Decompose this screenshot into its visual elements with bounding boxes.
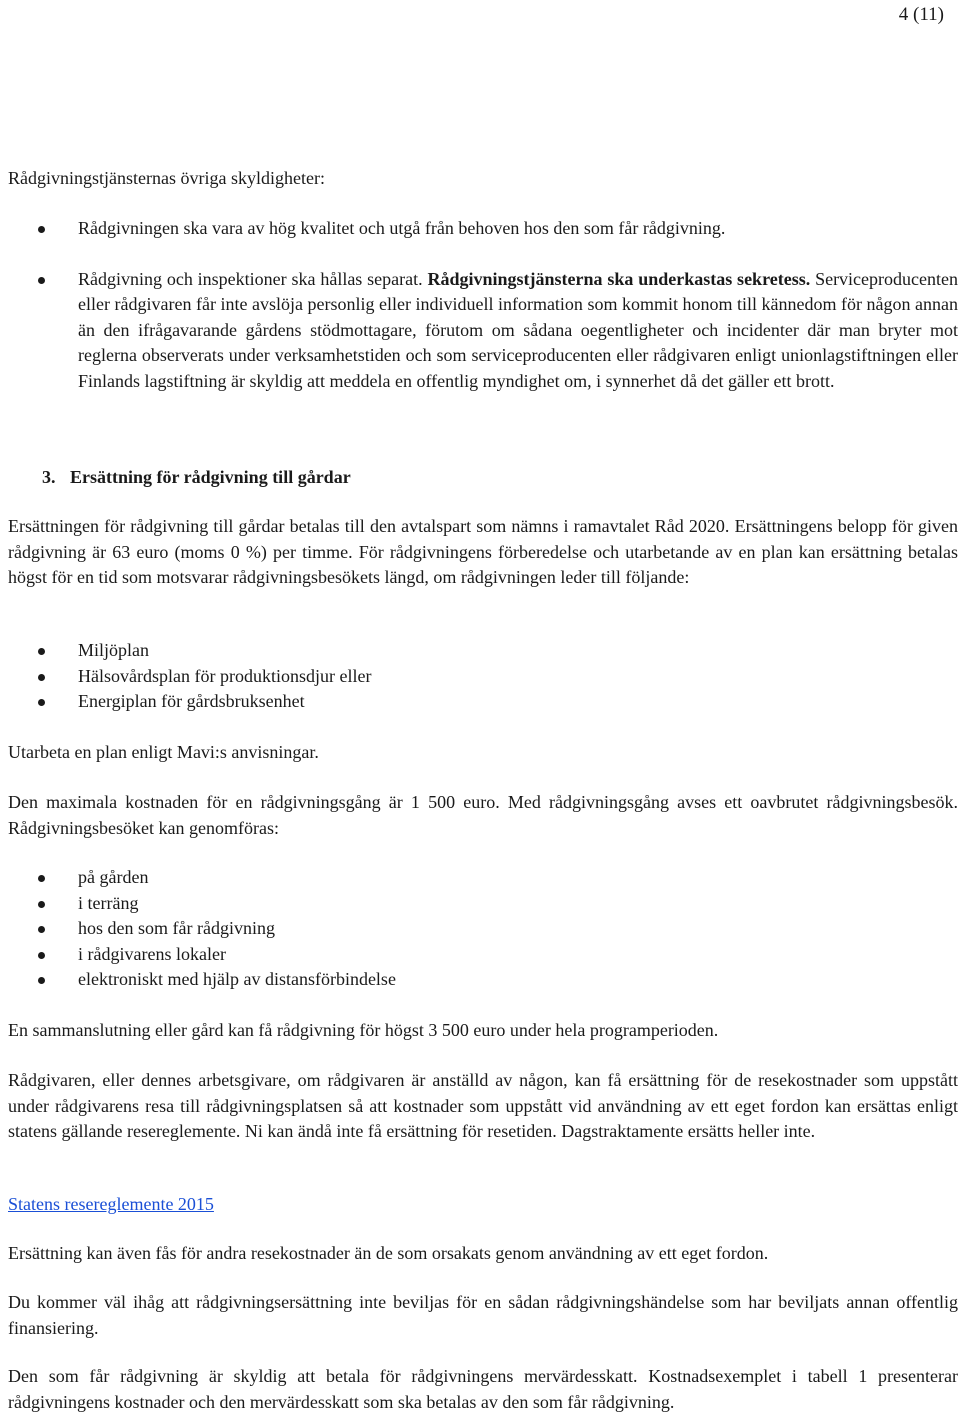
duty-bold-text: Rådgivningstjänsterna ska underkastas sekretess. bbox=[427, 268, 811, 289]
resereglemente-link[interactable]: Statens resereglemente 2015 bbox=[8, 1194, 214, 1214]
list-item bbox=[0, 638, 958, 664]
list-item-text: i rådgivarens lokaler bbox=[78, 943, 226, 964]
list-item-text: i terräng bbox=[78, 892, 139, 913]
list-item-text: Energiplan för gårdsbruksenhet bbox=[78, 691, 305, 711]
bullet-icon bbox=[38, 226, 45, 233]
bullet-icon bbox=[38, 699, 45, 706]
bullet-icon bbox=[38, 901, 45, 908]
list-item bbox=[0, 891, 958, 917]
plans-list bbox=[0, 638, 958, 715]
paragraph: Ersättning kan även fås för andra resekostnader än de som orsakats genom användning av ett eget fordon. bbox=[8, 1243, 769, 1263]
paragraph: En sammanslutning eller gård kan få rådgivning för högst 3 500 euro under hela programperioden. bbox=[8, 1020, 719, 1040]
list-item-text: på gården bbox=[78, 867, 149, 887]
duty-text: Rådgivning och inspektioner ska hållas separat. bbox=[78, 268, 423, 289]
list-item-text: Miljöplan bbox=[78, 640, 149, 660]
bullet-icon bbox=[38, 648, 45, 655]
bullet-icon bbox=[38, 952, 45, 959]
list-item-text: hos den som får rådgivning bbox=[78, 918, 275, 938]
bullet-icon bbox=[38, 674, 45, 681]
list-item bbox=[0, 689, 958, 715]
link-paragraph bbox=[8, 1192, 958, 1218]
duties-list bbox=[0, 216, 958, 394]
duty-text: Rådgivningen ska vara av hög kvalitet och utgå från behoven hos den som får rådgivning. bbox=[78, 218, 726, 238]
section-title: Ersättning för rådgivning till gårdar bbox=[70, 467, 351, 487]
intro-heading: Rådgivningstjänsternas övriga skyldigheter: bbox=[8, 168, 325, 188]
paragraph: Utarbeta en plan enligt Mavi:s anvisningar. bbox=[8, 742, 319, 762]
paragraph: Den som får rådgivning är skyldig att betala för rådgivningens mervärdesskatt. Kostnadsexemplet i tabell 1 presenterar rådgivningens kostnader och den mervärdesskatt som ska betalas av den som får rådgivning. bbox=[8, 1366, 958, 1412]
venues-list bbox=[0, 865, 958, 993]
bullet-icon bbox=[38, 977, 45, 984]
list-item bbox=[0, 216, 958, 242]
section-number: 3. bbox=[42, 467, 56, 487]
list-item-text: elektroniskt med hjälp av distansförbindelse bbox=[78, 969, 396, 989]
list-item bbox=[0, 865, 958, 891]
bullet-icon bbox=[38, 926, 45, 933]
list-item-text: Hälsovårdsplan för produktionsdjur eller bbox=[78, 665, 372, 686]
list-item bbox=[0, 942, 958, 968]
page-number: 4 (11) bbox=[898, 4, 944, 25]
duty-text: Serviceproducenten eller rådgivaren får inte avslöja personlig eller individuell information som kommit honom till kännedom för någon annan än den ifrågavarande gårdens stödmottagare, förutom om sådana oegentligheter och incidenter där man bryter mot reglerna observerats under verksamhetstiden och som serviceproducenten eller rådgivaren enligt unionlagstiftningen eller Finlands lagstiftning är skyldig att meddela en offentlig myndighet om, i synnerhet då det gäller ett brott. bbox=[78, 268, 958, 391]
list-item bbox=[0, 916, 958, 942]
section-heading bbox=[8, 465, 958, 491]
paragraph: Den maximala kostnaden för en rådgivningsgång är 1 500 euro. Med rådgivningsgång avses ett oavbrutet rådgivningsbesök. Rådgivningsbesöket kan genomföras: bbox=[8, 792, 958, 838]
bullet-icon bbox=[38, 277, 45, 284]
paragraph: Du kommer väl ihåg att rådgivningsersättning inte beviljas för en sådan rådgivningshändelse som har beviljats annan offentlig finansiering. bbox=[8, 1292, 958, 1338]
list-item bbox=[0, 664, 958, 690]
bullet-icon bbox=[38, 875, 45, 882]
list-item bbox=[0, 967, 958, 993]
paragraph: Ersättningen för rådgivning till gårdar betalas till den avtalspart som nämns i ramavtalet Råd 2020. Ersättningens belopp för given rådgivning är 63 euro (moms 0 %) per timme. För rådgivningens förberedelse och utarbetande av en plan kan ersättning betalas högst för en tid som motsvarar rådgivningsbesökets längd, om rådgivningen leder till följande: bbox=[8, 516, 958, 587]
paragraph: Rådgivaren, eller dennes arbetsgivare, om rådgivaren är anställd av någon, kan få ersättning för de resekostnader som uppstått under rådgivarens resa till rådgivningsplatsen så att kostnader som uppstått vid användning av ett eget fordon kan ersättas enligt statens gällande resereglemente. Ni kan ändå inte få ersättning för resetiden. Dagstraktamente ersätts heller inte. bbox=[8, 1070, 958, 1141]
list-item bbox=[0, 267, 958, 395]
